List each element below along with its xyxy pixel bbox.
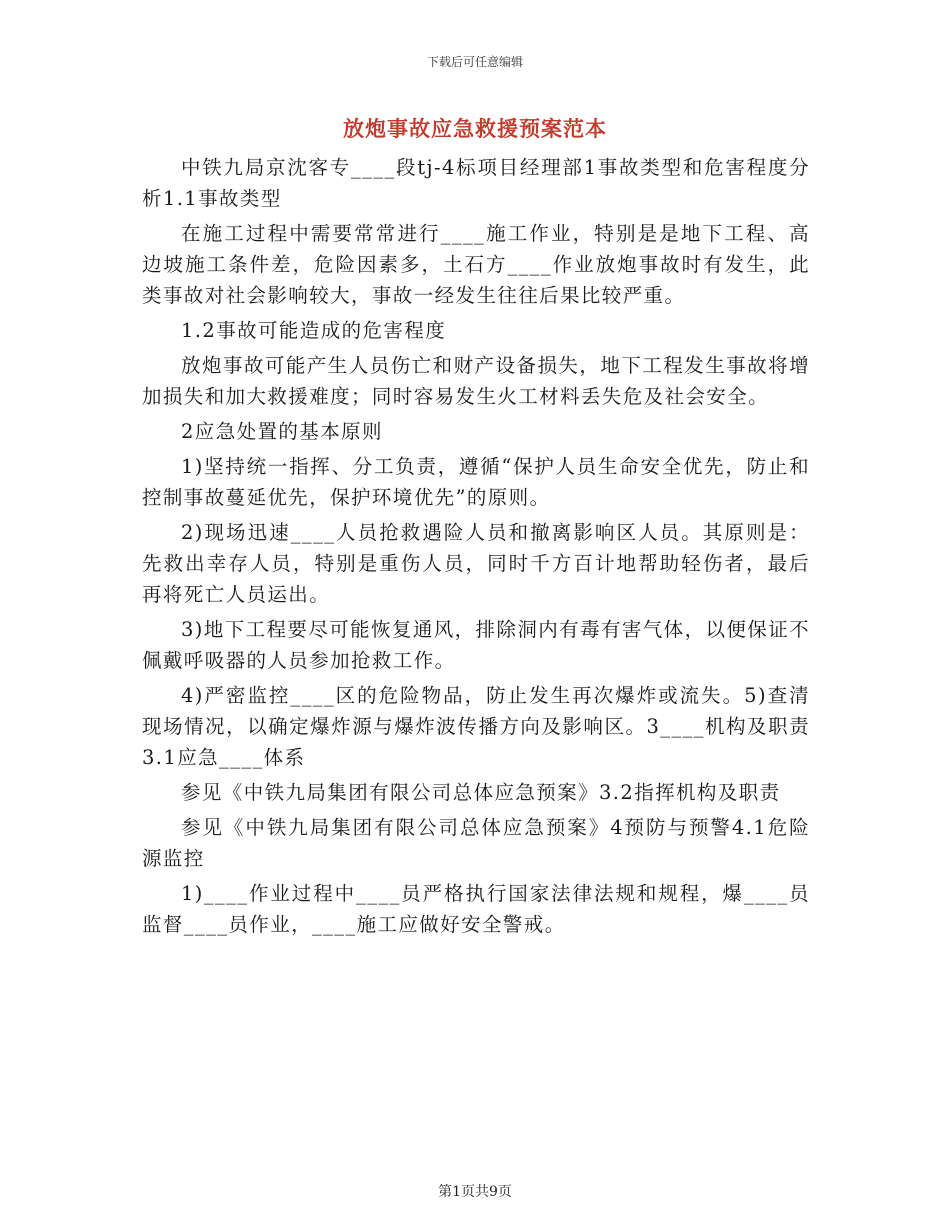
document-title: 放炮事故应急救援预案范本: [343, 116, 607, 141]
section-heading: 1.2事故可能造成的危害程度: [181, 319, 447, 342]
paragraph: 中铁九局京沈客专____段tj-4标项目经理部1事故类型和危害程度分析1.1事故类型: [142, 156, 810, 210]
paragraph: 放炮事故可能产生人员伤亡和财产设备损失，地下工程发生事故将增加损失和加大救援难度；同时容易发生火工材料丢失危及社会安全。: [142, 354, 810, 408]
paragraph: 参见《中铁九局集团有限公司总体应急预案》4预防与预警4.1危险源监控: [142, 816, 810, 870]
paragraph: 参见《中铁九局集团有限公司总体应急预案》3.2指挥机构及职责: [181, 781, 781, 804]
page-number: 第1页共9页: [438, 1184, 512, 1200]
header-note: 下载后可任意编辑: [426, 55, 523, 69]
paragraph: 1)____作业过程中____员严格执行国家法律法规和规程，爆____员监督____员作业，____施工应做好安全警戒。: [142, 882, 810, 936]
paragraph: 3)地下工程要尽可能恢复通风，排除洞内有毒有害气体，以便保证不佩戴呼吸器的人员参加抢救工作。: [142, 618, 810, 672]
document-body: [142, 152, 810, 940]
paragraph: 2)现场迅速____人员抢救遇险人员和撤离影响区人员。其原则是：先救出幸存人员，特别是重伤人员，同时千方百计地帮助轻伤者，最后再将死亡人员运出。: [142, 521, 810, 606]
section-heading: 2应急处置的基本原则: [181, 420, 383, 443]
paragraph: 1)坚持统一指挥、分工负责，遵循“保护人员生命安全优先，防止和控制事故蔓延优先，保护环境优先”的原则。: [142, 455, 810, 509]
paragraph: 4)严密监控____区的危险物品，防止发生再次爆炸或流失。5)查清现场情况，以确定爆炸源与爆炸波传播方向及影响区。3____机构及职责3.1应急____体系: [142, 684, 810, 769]
paragraph: 在施工过程中需要常常进行____施工作业，特别是是地下工程、高边坡施工条件差，危险因素多，土石方____作业放炮事故时有发生，此类事故对社会影响较大，事故一经发生往往后果比较严重。: [142, 222, 810, 307]
